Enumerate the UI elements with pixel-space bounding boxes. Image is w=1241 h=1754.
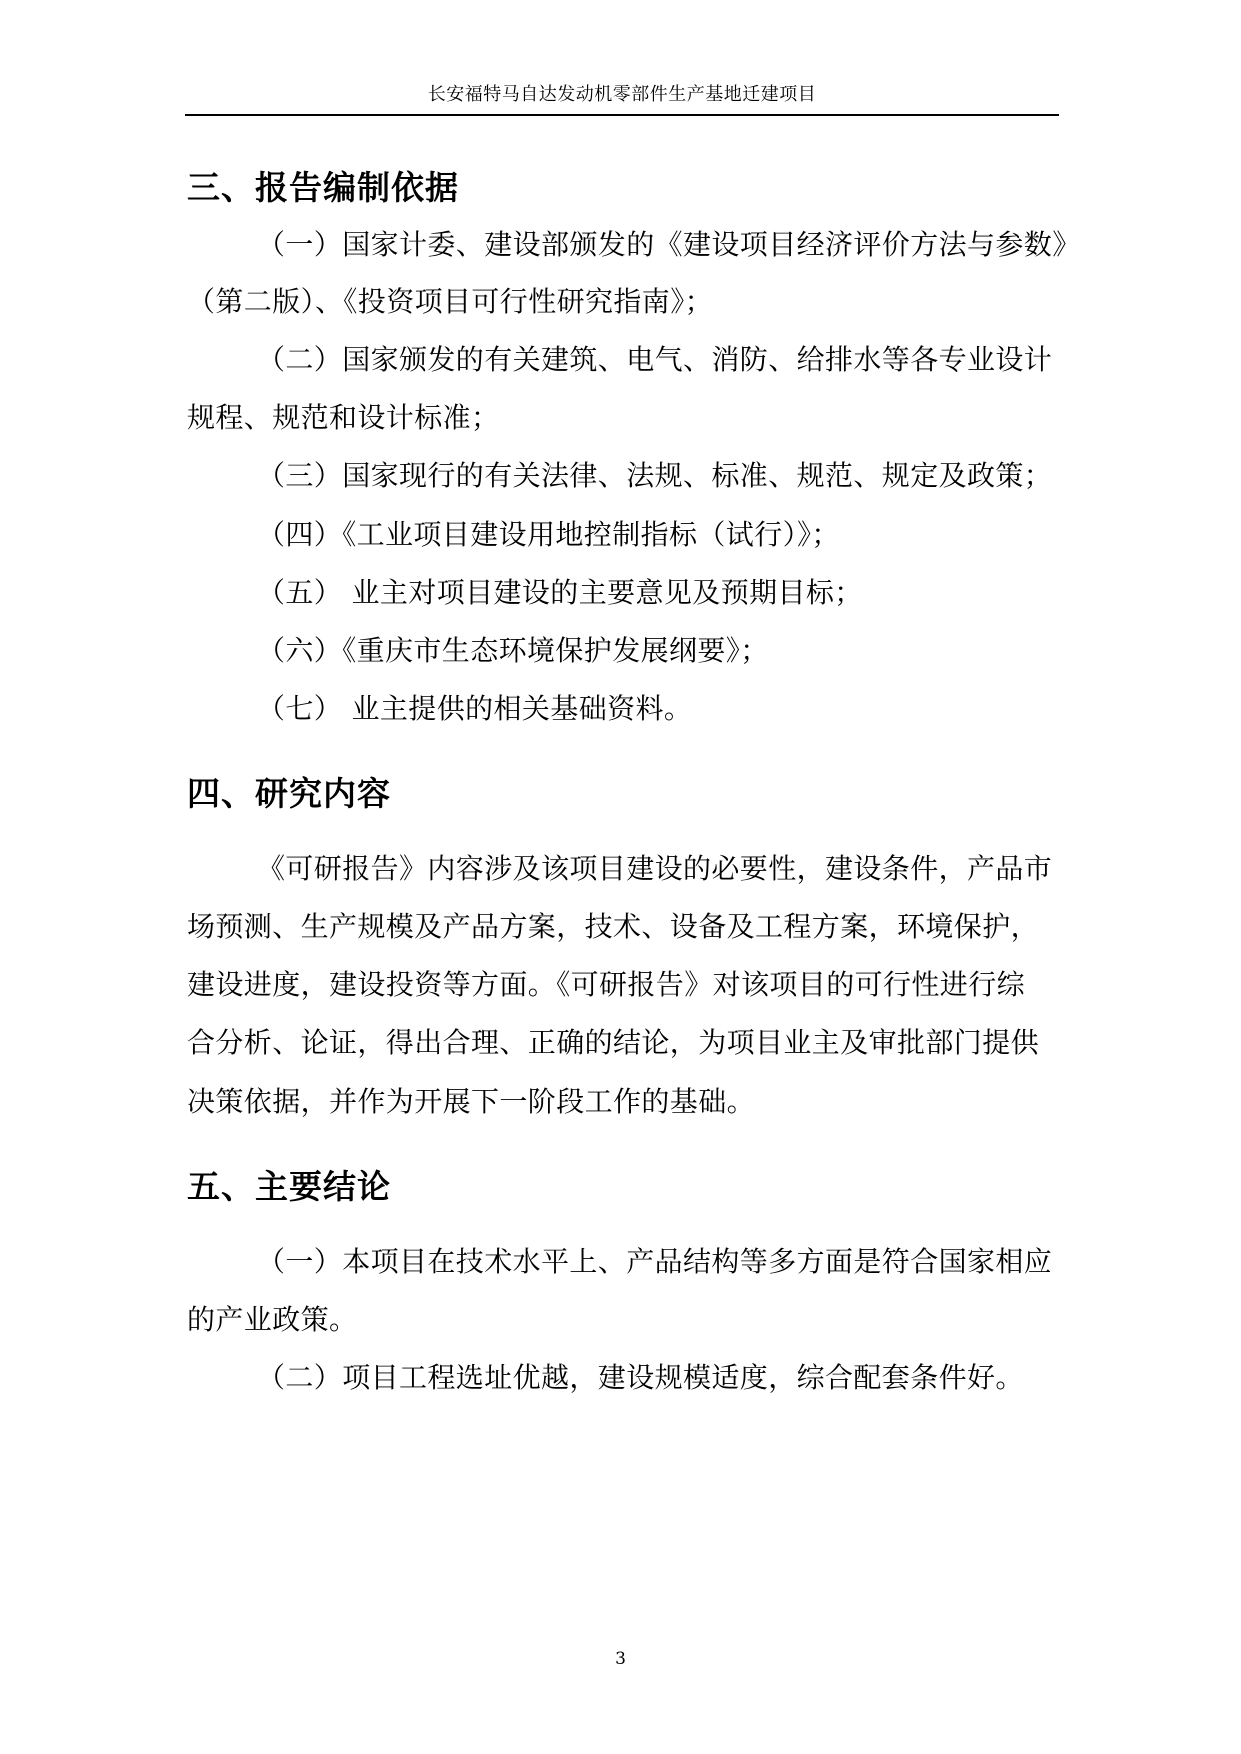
page-number: 3 bbox=[615, 1649, 626, 1669]
paragraph-line: 建设进度，建设投资等方面。《可研报告》对该项目的可行性进行综 bbox=[187, 968, 1026, 1001]
section-heading-5: 五、主要结论 bbox=[187, 1167, 391, 1206]
paragraph-line: 决策依据，并作为开展下一阶段工作的基础。 bbox=[187, 1085, 756, 1118]
paragraph-line: 《可研报告》内容涉及该项目建设的必要性，建设条件，产品市 bbox=[257, 852, 1053, 885]
paragraph-line: （一）本项目在技术水平上、产品结构等多方面是符合国家相应 bbox=[257, 1245, 1053, 1278]
paragraph-line: （五） 业主对项目建设的主要意见及预期目标； bbox=[257, 576, 863, 609]
section-heading-4: 四、研究内容 bbox=[187, 774, 391, 813]
paragraph-line: （二）国家颁发的有关建筑、电气、消防、给排水等各专业设计 bbox=[257, 343, 1053, 376]
paragraph-line: （第二版）、《投资项目可行性研究指南》； bbox=[187, 285, 714, 318]
paragraph-line: 场预测、生产规模及产品方案，技术、设备及工程方案，环境保护， bbox=[187, 910, 1040, 943]
section-heading-3: 三、报告编制依据 bbox=[187, 168, 459, 207]
paragraph-line: （一）国家计委、建设部颁发的《建设项目经济评价方法与参数》 bbox=[257, 228, 1081, 261]
paragraph-line: （二）项目工程选址优越，建设规模适度，综合配套条件好。 bbox=[257, 1361, 1024, 1394]
paragraph-line: 的产业政策。 bbox=[187, 1303, 358, 1336]
paragraph-line: 规程、规范和设计标准； bbox=[187, 401, 500, 434]
running-header: 长安福特马自达发动机零部件生产基地迁建项目 bbox=[427, 84, 817, 105]
paragraph-line: （七） 业主提供的相关基础资料。 bbox=[257, 692, 693, 725]
header-divider bbox=[185, 114, 1059, 116]
paragraph-line: （四）《工业项目建设用地控制指标（试行）》； bbox=[257, 518, 840, 551]
paragraph-line: （六）《重庆市生态环境保护发展纲要》； bbox=[257, 634, 769, 667]
paragraph-line: （三）国家现行的有关法律、法规、标准、规范、规定及政策； bbox=[257, 459, 1053, 492]
paragraph-line: 合分析、论证，得出合理、正确的结论，为项目业主及审批部门提供 bbox=[187, 1026, 1040, 1059]
